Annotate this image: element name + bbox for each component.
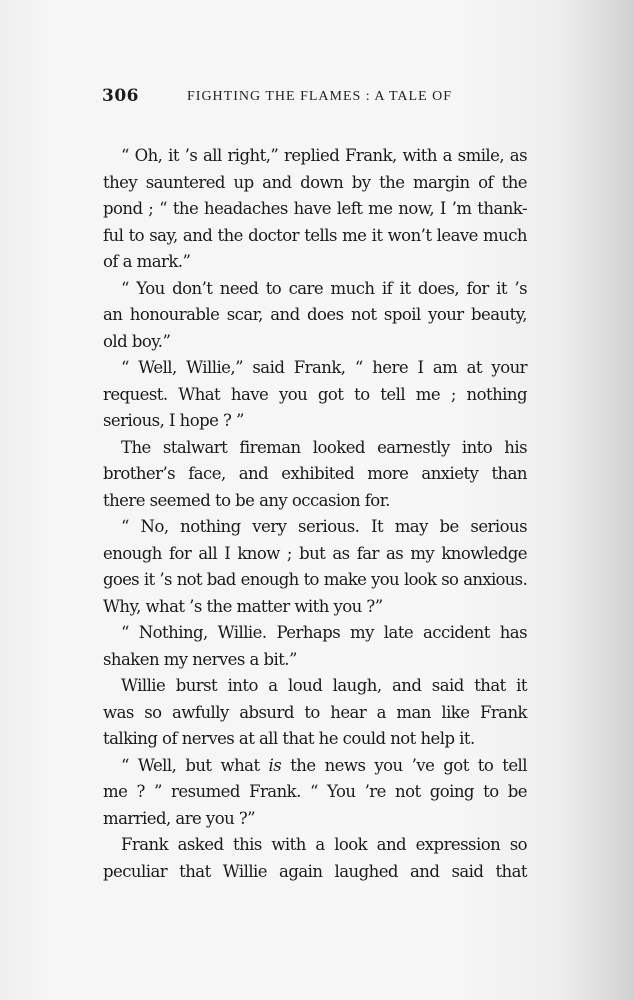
text-line: an honourable scar, and does not spoil your beauty,	[103, 305, 527, 324]
text-line: peculiar that Willie again laughed and said that	[103, 861, 527, 881]
text-line: they sauntered up and down by the margin of the	[103, 172, 527, 192]
text-line: was so awfully absurd to hear a man like Frank	[103, 702, 527, 722]
text-line: old boy.”	[103, 331, 171, 351]
text-line: there seemed to be any occasion for.	[103, 490, 390, 510]
text-line: talking of nerves at all that he could not help it.	[103, 729, 475, 748]
text-line: of a mark.”	[103, 252, 191, 271]
text-line: brother’s face, and exhibited more anxiety than	[103, 464, 527, 483]
text-line: shaken my nerves a bit.”	[103, 649, 297, 669]
text-line: married, are you ?”	[103, 808, 256, 828]
text-line: request. What have you got to tell me ; nothing	[103, 384, 527, 404]
running-head	[102, 86, 526, 110]
running-title: FIGHTING THE FLAMES : A TALE OF	[187, 89, 453, 104]
text-line: enough for all I know ; but as far as my knowledge	[103, 543, 527, 563]
text-line: “ No, nothing very serious. It may be serious	[121, 517, 527, 536]
text-line: ful to say, and the doctor tells me it won’t leave much	[103, 225, 527, 245]
text-line: goes it ’s not bad enough to make you look so anxious.	[103, 570, 527, 589]
text-line: “ Nothing, Willie. Perhaps my late accident has	[121, 623, 527, 642]
page-number: 306	[102, 86, 139, 106]
emphasis: is	[268, 755, 282, 775]
body-text	[103, 143, 527, 885]
text-line: pond ; “ the headaches have left me now, I ’m thank-	[103, 199, 527, 218]
text-line: “ Oh, it ’s all right,” replied Frank, with a smile, as	[121, 146, 527, 165]
text-line: The stalwart fireman looked earnestly into his	[121, 437, 527, 457]
text-line: “ Well, but what is the news you ’ve got to tell	[121, 755, 527, 775]
text-line: “ You don’t need to care much if it does, for it ’s	[121, 278, 527, 298]
text-line: Why, what ’s the matter with you ?”	[103, 596, 383, 616]
text-line: Willie burst into a loud laugh, and said that it	[121, 676, 527, 695]
text-line: me ? ” resumed Frank. “ You ’re not going to be	[103, 782, 527, 801]
text-line: “ Well, Willie,” said Frank, “ here I am at your	[121, 358, 527, 377]
text-line: serious, I hope ? ”	[103, 411, 244, 430]
text-line: Frank asked this with a look and expression so	[121, 835, 527, 854]
